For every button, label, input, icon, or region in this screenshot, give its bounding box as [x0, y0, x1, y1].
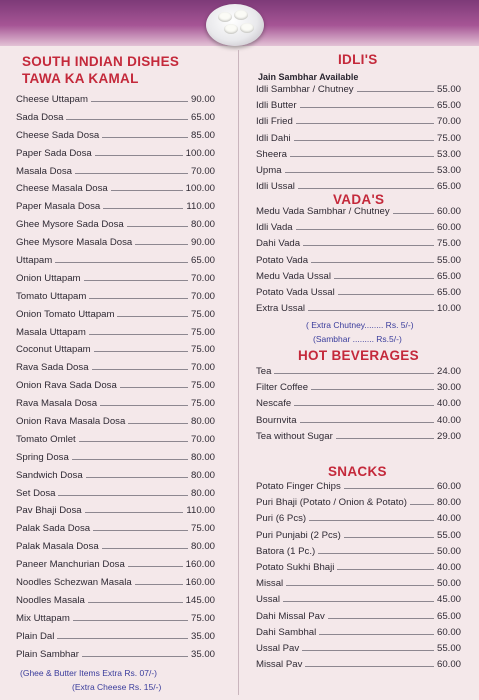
menu-item [16, 613, 215, 631]
sambhar-note: (Sambhar ......... Rs.5/-) [313, 334, 402, 344]
menu-item-name: Missal [256, 578, 284, 590]
price-leader-line [57, 631, 188, 639]
menu-item [16, 362, 215, 380]
menu-item-price: 75.00 [436, 238, 461, 250]
menu-item-price: 75.00 [190, 523, 215, 535]
idli-icon [224, 24, 238, 34]
menu-item-name: Palak Sada Dosa [16, 523, 91, 535]
extra-chutney-note: ( Extra Chutney........ Rs. 5/-) [306, 320, 414, 330]
menu-item [16, 201, 215, 219]
price-leader-line [93, 523, 188, 531]
menu-item [16, 416, 215, 434]
menu-item [256, 287, 461, 303]
menu-item-price: 70.00 [190, 362, 215, 374]
menu-item-price: 75.00 [190, 398, 215, 410]
menu-item-price: 100.00 [185, 183, 215, 195]
price-leader-line [300, 415, 434, 423]
price-leader-line [311, 255, 434, 263]
price-leader-line [88, 595, 183, 603]
price-leader-line [55, 255, 188, 263]
menu-item-name: Rava Masala Dosa [16, 398, 98, 410]
menu-item-price: 90.00 [190, 94, 215, 105]
menu-item-price: 55.00 [436, 642, 461, 654]
menu-item-name: Masala Uttapam [16, 326, 86, 338]
price-leader-line [309, 513, 434, 521]
menu-item [16, 273, 215, 291]
menu-item [16, 452, 215, 470]
menu-item-name: Mix Uttapam [16, 612, 70, 624]
price-leader-line [89, 291, 188, 299]
menu-item-price: 35.00 [190, 648, 215, 660]
menu-item [256, 415, 461, 431]
menu-item [256, 530, 461, 546]
menu-item-name: Dahi Missal Pav [256, 610, 325, 622]
menu-item [16, 219, 215, 237]
menu-item-price: 80.00 [190, 487, 215, 499]
price-leader-line [336, 431, 434, 439]
section-subtitle-tawa: TAWA KA KAMAL [22, 71, 139, 86]
menu-item-price: 55.00 [436, 529, 461, 541]
price-leader-line [84, 273, 188, 281]
menu-item [16, 148, 215, 166]
menu-item-price: 35.00 [190, 630, 215, 642]
price-leader-line [319, 627, 434, 635]
menu-item-price: 40.00 [436, 513, 461, 525]
menu-item [256, 546, 461, 562]
vadas-list [256, 206, 461, 319]
menu-item-name: Spring Dosa [16, 451, 69, 463]
menu-item-price: 65.00 [190, 111, 215, 123]
extra-cheese-note: (Extra Cheese Rs. 15/-) [72, 682, 162, 692]
menu-item-name: Sandwich Dosa [16, 469, 83, 481]
menu-item [16, 255, 215, 273]
menu-item [256, 398, 461, 414]
menu-item-name: Cheese Uttapam [16, 94, 88, 105]
menu-item [256, 165, 461, 181]
price-leader-line [305, 659, 434, 667]
jain-sambhar-note: Jain Sambhar Available [258, 72, 359, 82]
menu-item-name: Upma [256, 164, 282, 176]
price-leader-line [334, 271, 434, 279]
menu-item-name: Paper Masala Dosa [16, 201, 101, 213]
menu-item [256, 643, 461, 659]
menu-item-price: 10.00 [436, 303, 461, 315]
price-leader-line [127, 219, 188, 227]
price-leader-line [94, 344, 188, 352]
menu-item-name: Batora (1 Pc.) [256, 545, 316, 557]
menu-item [256, 562, 461, 578]
south-indian-list [16, 94, 215, 667]
menu-item [256, 366, 461, 382]
price-leader-line [103, 201, 183, 209]
menu-item [256, 431, 461, 447]
menu-item-price: 50.00 [436, 545, 461, 557]
menu-item-name: Palak Masala Dosa [16, 541, 99, 553]
idlis-list [256, 84, 461, 197]
menu-item-name: Medu Vada Sambhar / Chutney [256, 206, 390, 217]
menu-item-name: Cheese Masala Dosa [16, 183, 108, 195]
menu-item [256, 149, 461, 165]
price-leader-line [92, 362, 188, 370]
price-leader-line [393, 206, 434, 214]
menu-item-price: 53.00 [436, 148, 461, 160]
hot-beverages-list [256, 366, 461, 447]
menu-item-name: Pav Bhaji Dosa [16, 505, 82, 517]
menu-item-price: 70.00 [436, 116, 461, 128]
idli-icon [240, 23, 254, 33]
menu-item [16, 237, 215, 255]
price-leader-line [286, 578, 434, 586]
menu-item-price: 70.00 [190, 433, 215, 445]
price-leader-line [303, 238, 434, 246]
menu-item [256, 594, 461, 610]
menu-item-price: 65.00 [436, 181, 461, 193]
menu-item [256, 206, 461, 222]
menu-item-name: Missal Pav [256, 659, 303, 671]
price-leader-line [73, 613, 188, 621]
menu-item-name: Idli Ussal [256, 181, 295, 193]
menu-item-name: Sheera [256, 148, 287, 160]
menu-item [256, 116, 461, 132]
price-leader-line [117, 309, 188, 317]
menu-item [16, 577, 215, 595]
menu-item-name: Medu Vada Ussal [256, 270, 332, 282]
price-leader-line [58, 488, 188, 496]
menu-item-price: 70.00 [190, 290, 215, 302]
menu-item-name: Onion Tomato Uttapam [16, 308, 115, 320]
price-leader-line [79, 434, 188, 442]
menu-item-name: Coconut Uttapam [16, 344, 91, 356]
price-leader-line [135, 237, 188, 245]
menu-item-name: Bournvita [256, 414, 297, 426]
menu-item [16, 112, 215, 130]
menu-item [16, 434, 215, 452]
menu-item-name: Onion Rava Masala Dosa [16, 416, 126, 428]
menu-item-price: 80.00 [190, 416, 215, 428]
price-leader-line [102, 541, 188, 549]
menu-item [16, 344, 215, 362]
price-leader-line [357, 84, 434, 92]
menu-item [256, 238, 461, 254]
menu-item-price: 60.00 [436, 481, 461, 492]
price-leader-line [337, 562, 434, 570]
menu-item-name: Filter Coffee [256, 382, 309, 394]
menu-item-price: 75.00 [190, 344, 215, 356]
section-title-snacks: SNACKS [328, 464, 387, 479]
menu-item-price: 60.00 [436, 206, 461, 217]
menu-item-price: 75.00 [190, 326, 215, 338]
menu-item-price: 110.00 [186, 505, 215, 517]
menu-item-name: Onion Rava Sada Dosa [16, 380, 117, 392]
price-leader-line [308, 303, 434, 311]
menu-item-price: 65.00 [190, 255, 215, 267]
price-leader-line [294, 398, 434, 406]
snacks-list [256, 481, 461, 675]
menu-item-price: 70.00 [190, 165, 215, 177]
idli-icon [234, 10, 248, 20]
price-leader-line [128, 416, 188, 424]
menu-item-price: 80.00 [436, 497, 461, 509]
menu-item-price: 50.00 [436, 578, 461, 590]
menu-item-price: 80.00 [190, 541, 215, 553]
menu-item-price: 110.00 [186, 201, 215, 213]
menu-item-price: 40.00 [436, 414, 461, 426]
menu-item [256, 497, 461, 513]
menu-item-price: 75.00 [190, 308, 215, 320]
menu-item-name: Cheese Sada Dosa [16, 129, 100, 141]
menu-item-price: 29.00 [436, 430, 461, 442]
menu-item [256, 627, 461, 643]
price-leader-line [300, 100, 434, 108]
section-title-vadas: VADA'S [333, 192, 385, 207]
menu-item-name: Ussal Pav [256, 642, 300, 654]
idli-plate-image [206, 4, 264, 46]
menu-item-name: Dahi Vada [256, 238, 301, 250]
price-leader-line [344, 530, 434, 538]
menu-item-name: Idli Butter [256, 100, 297, 112]
price-leader-line [285, 165, 434, 173]
menu-item-name: Plain Sambhar [16, 648, 79, 660]
menu-item [256, 659, 461, 675]
menu-item-name: Rava Sada Dosa [16, 362, 89, 374]
menu-item [16, 523, 215, 541]
price-leader-line [66, 112, 188, 120]
menu-item [16, 291, 215, 309]
menu-item-name: Tomato Uttapam [16, 290, 87, 302]
menu-item-price: 75.00 [190, 380, 215, 392]
price-leader-line [296, 222, 434, 230]
price-leader-line [302, 643, 434, 651]
menu-item-price: 60.00 [436, 222, 461, 234]
menu-item [16, 327, 215, 345]
price-leader-line [75, 166, 188, 174]
price-leader-line [290, 149, 434, 157]
menu-item [16, 398, 215, 416]
price-leader-line [410, 497, 434, 505]
price-leader-line [283, 594, 434, 602]
menu-item [256, 303, 461, 319]
price-leader-line [91, 94, 188, 102]
menu-item-price: 75.00 [436, 132, 461, 144]
menu-item-name: Puri (6 Pcs) [256, 513, 307, 525]
price-leader-line [120, 380, 188, 388]
menu-item-price: 75.00 [190, 612, 215, 624]
menu-item [16, 166, 215, 184]
menu-item-price: 55.00 [436, 84, 461, 95]
menu-item [16, 541, 215, 559]
menu-item-name: Idli Vada [256, 222, 293, 234]
menu-item-name: Plain Dal [16, 630, 55, 642]
menu-item [256, 222, 461, 238]
menu-item [256, 481, 461, 497]
menu-item [16, 505, 215, 523]
menu-item-price: 100.00 [185, 147, 215, 159]
price-leader-line [294, 133, 434, 141]
menu-item-price: 60.00 [436, 659, 461, 671]
menu-item-name: Idli Sambhar / Chutney [256, 84, 354, 95]
menu-item [16, 488, 215, 506]
menu-item-price: 30.00 [436, 382, 461, 394]
menu-item [16, 309, 215, 327]
menu-item-price: 53.00 [436, 164, 461, 176]
menu-item-name: Set Dosa [16, 487, 56, 499]
menu-item-name: Potato Sukhi Bhaji [256, 561, 335, 573]
price-leader-line [296, 116, 434, 124]
menu-item-name: Puri Punjabi (2 Pcs) [256, 529, 341, 541]
price-leader-line [86, 470, 188, 478]
menu-item-price: 145.00 [185, 594, 215, 606]
menu-item-name: Ghee Mysore Masala Dosa [16, 237, 133, 249]
price-leader-line [344, 481, 434, 489]
menu-item [16, 559, 215, 577]
idli-icon [218, 12, 232, 22]
price-leader-line [298, 181, 434, 189]
price-leader-line [111, 183, 183, 191]
column-divider [238, 50, 239, 695]
menu-item-name: Tea without Sugar [256, 430, 333, 442]
menu-item-name: Dahi Sambhal [256, 626, 317, 638]
ghee-butter-note: (Ghee & Butter Items Extra Rs. 07/-) [20, 668, 157, 678]
menu-item-name: Tea [256, 366, 272, 377]
price-leader-line [95, 148, 183, 156]
menu-item-price: 80.00 [190, 219, 215, 231]
menu-item [16, 130, 215, 148]
menu-item-name: Potato Finger Chips [256, 481, 341, 492]
menu-item-price: 65.00 [436, 286, 461, 298]
menu-item-name: Paper Sada Dosa [16, 147, 92, 159]
menu-item [16, 94, 215, 112]
menu-item [256, 271, 461, 287]
price-leader-line [89, 327, 188, 335]
menu-item-price: 45.00 [436, 594, 461, 606]
price-leader-line [128, 559, 183, 567]
menu-item-name: Noodles Masala [16, 594, 85, 606]
menu-item-name: Sada Dosa [16, 111, 64, 123]
price-leader-line [72, 452, 188, 460]
menu-item [256, 513, 461, 529]
menu-item [256, 133, 461, 149]
price-leader-line [338, 287, 434, 295]
menu-item [16, 631, 215, 649]
menu-item [256, 255, 461, 271]
menu-item [16, 183, 215, 201]
menu-item-price: 160.00 [185, 577, 215, 589]
price-leader-line [135, 577, 183, 585]
menu-item-name: Noodles Schezwan Masala [16, 577, 132, 589]
menu-item [256, 100, 461, 116]
menu-item-price: 24.00 [436, 366, 461, 377]
menu-item-price: 60.00 [436, 626, 461, 638]
menu-item-name: Paneer Manchurian Dosa [16, 559, 125, 571]
price-leader-line [318, 546, 434, 554]
menu-item [16, 470, 215, 488]
menu-item [256, 382, 461, 398]
menu-item-name: Ussal [256, 594, 280, 606]
menu-item-name: Idli Dahi [256, 132, 291, 144]
price-leader-line [328, 611, 434, 619]
menu-item [16, 649, 215, 667]
menu-item [16, 380, 215, 398]
menu-item-price: 40.00 [436, 398, 461, 410]
price-leader-line [85, 505, 184, 513]
menu-item-name: Potato Vada [256, 254, 309, 266]
menu-item-price: 55.00 [436, 254, 461, 266]
menu-item [256, 578, 461, 594]
menu-item-price: 65.00 [436, 100, 461, 112]
menu-item-name: Nescafe [256, 398, 292, 410]
section-title-idlis: IDLI'S [338, 52, 378, 67]
menu-item-price: 70.00 [190, 272, 215, 284]
menu-item-price: 90.00 [190, 237, 215, 249]
menu-item-price: 80.00 [190, 469, 215, 481]
menu-item-name: Idli Fried [256, 116, 293, 128]
menu-item-name: Potato Vada Ussal [256, 286, 335, 298]
menu-item-name: Onion Uttapam [16, 272, 81, 284]
menu-item-name: Masala Dosa [16, 165, 72, 177]
menu-item-price: 65.00 [436, 610, 461, 622]
menu-item-name: Ghee Mysore Sada Dosa [16, 219, 124, 231]
menu-item-price: 40.00 [436, 561, 461, 573]
menu-item-name: Tomato Omlet [16, 433, 76, 445]
price-leader-line [100, 398, 188, 406]
menu-item [256, 611, 461, 627]
price-leader-line [311, 382, 434, 390]
menu-item-name: Extra Ussal [256, 303, 306, 315]
menu-item-price: 160.00 [185, 559, 215, 571]
menu-item-name: Puri Bhaji (Potato / Onion & Potato) [256, 497, 407, 509]
section-title-south-indian: SOUTH INDIAN DISHES [22, 54, 180, 69]
menu-item-price: 85.00 [190, 129, 215, 141]
price-leader-line [102, 130, 188, 138]
menu-item-name: Uttapam [16, 255, 53, 267]
price-leader-line [274, 366, 434, 374]
menu-item [16, 595, 215, 613]
menu-item-price: 80.00 [190, 451, 215, 463]
menu-item [256, 84, 461, 100]
section-title-hot-beverages: HOT BEVERAGES [298, 348, 419, 363]
menu-item-price: 65.00 [436, 270, 461, 282]
price-leader-line [82, 649, 188, 657]
